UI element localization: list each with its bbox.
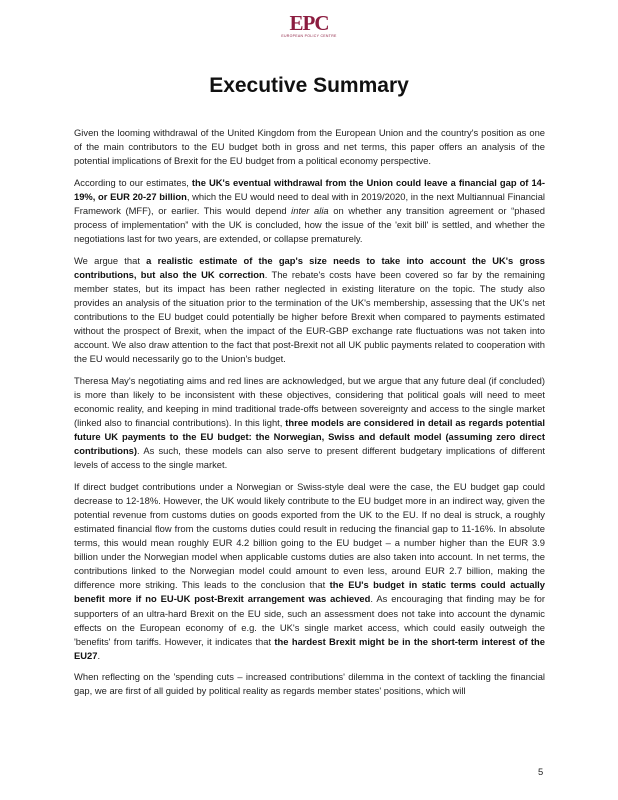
paragraph-text: . bbox=[97, 649, 101, 661]
bold-text: the UK's eventual withdrawal from the Union could leave a financial gap of 14-19%, or EUR 20-27 billion bbox=[74, 176, 545, 202]
paragraph-text: on whether any transition agreement or “phased process of implementation” with the UK is concluded, how the issue of the 'exit bill' is settled, and whether the negotiations last for two years, are extended, or collapse prematurely. bbox=[74, 204, 545, 245]
paragraph-text: . The rebate's costs have been covered so far by the remaining member states, but its impact has been rather neglected in existing literature on the topic. The study also provides an analysis of the situation prior to the termination of the UK's membership, assessing that the UK's net contributions to the EU budget could potentially be higher before Brexit when compared to payments estimated without the prospect of Brexit, when the impact of the EUR-GBP exchange rate fluctuations was not taken into account. We also draw attention to the fact that post-Brexit not all UK public payments related to cooperation with the EU would necessarily go to the Union's budget. bbox=[74, 268, 545, 365]
paragraph-text: According to our estimates, bbox=[74, 176, 192, 188]
logo-mark: EPC bbox=[289, 11, 329, 35]
epc-logo bbox=[274, 12, 344, 46]
paragraph-text: We argue that bbox=[74, 254, 147, 266]
paragraph bbox=[74, 176, 545, 246]
bold-text: the EU's budget in static terms could actually benefit more if no EU-UK post-Brexit arrangement was achieved bbox=[74, 579, 545, 605]
paragraph-text: Theresa May's negotiating aims and red lines are acknowledged, but we argue that any future deal (if concluded) is more than likely to be inconsistent with these objectives, considering that political goals will need to meet economic reality, and keeping in mind traditional trade-offs between sovereignty and access to the single market (linked also to financial contributions). In this light, bbox=[74, 374, 545, 428]
paragraph-text: When reflecting on the 'spending cuts – increased contributions' dilemma in the context of tackling the financial gap, we are first of all guided by political reality as regards member states' positions, which will bbox=[74, 671, 545, 697]
paragraph-text: Given the looming withdrawal of the United Kingdom from the European Union and the country's position as one of the main contributors to the EU budget both in gross and net terms, this paper offers an analysis of the potential implications of Brexit for the EU budget from a political economy perspective. bbox=[74, 127, 545, 167]
paragraph-text: . As such, these models can also serve to present different budgetary implications of different levels of access to the single market. bbox=[74, 445, 545, 471]
executive-summary-body bbox=[74, 126, 545, 706]
italic-text: inter alia bbox=[291, 204, 329, 216]
bold-text: three models are considered in detail as regards potential future UK payments to the EU budget: the Norwegian, Swiss and default model (assuming zero direct contributions) bbox=[74, 416, 545, 457]
logo-subtitle: EUROPEAN POLICY CENTRE bbox=[281, 34, 337, 38]
paragraph bbox=[74, 374, 545, 473]
page-title: Executive Summary bbox=[209, 74, 409, 97]
paragraph-text: If direct budget contributions under a Norwegian or Swiss-style deal were the case, the EU budget gap could decrease to 12-18%. However, the UK would likely contribute to the EU budget more in an indirect way, given the potential revenue from customs duties on goods exported from the UK to the EU. If no deal is struck, a roughly estimated financial flow from the customs duties could result in reducing the financial gap to 11-16%. In absolute terms, this would mean roughly EUR 4.2 billion going to the EU budget – a number higher than the EUR 3.9 billion under the Norwegian model when applicable customs duties are also taken into account. In net terms, the contributions linked to the Norwegian model could amount to even less, around EUR 2.7 billion, making the difference more striking. This leads to the conclusion that bbox=[74, 480, 545, 591]
bold-text: the hardest Brexit might be in the short-term interest of the EU27 bbox=[74, 635, 545, 661]
page-number: 5 bbox=[538, 766, 544, 777]
bold-text: a realistic estimate of the gap's size needs to take into account the UK's gross contributions, but also the UK correction bbox=[74, 254, 545, 280]
paragraph bbox=[74, 670, 545, 698]
paragraph bbox=[74, 254, 545, 367]
paragraph-text: . As encouraging that finding may be for supporters of an ultra-hard Brexit on the EU side, such an assessment does not take into account the dynamic effects on the European economy of e.g. the UK's single market access, which could easily outweigh the 'benefits' from tariffs. However, it indicates that bbox=[74, 593, 545, 647]
paragraph bbox=[74, 126, 545, 168]
paragraph-text: , which the EU would need to deal with in 2019/2020, in the next Multiannual Financial Framework (MFF), or earlier. This would depend bbox=[74, 190, 545, 216]
paragraph bbox=[74, 480, 545, 663]
